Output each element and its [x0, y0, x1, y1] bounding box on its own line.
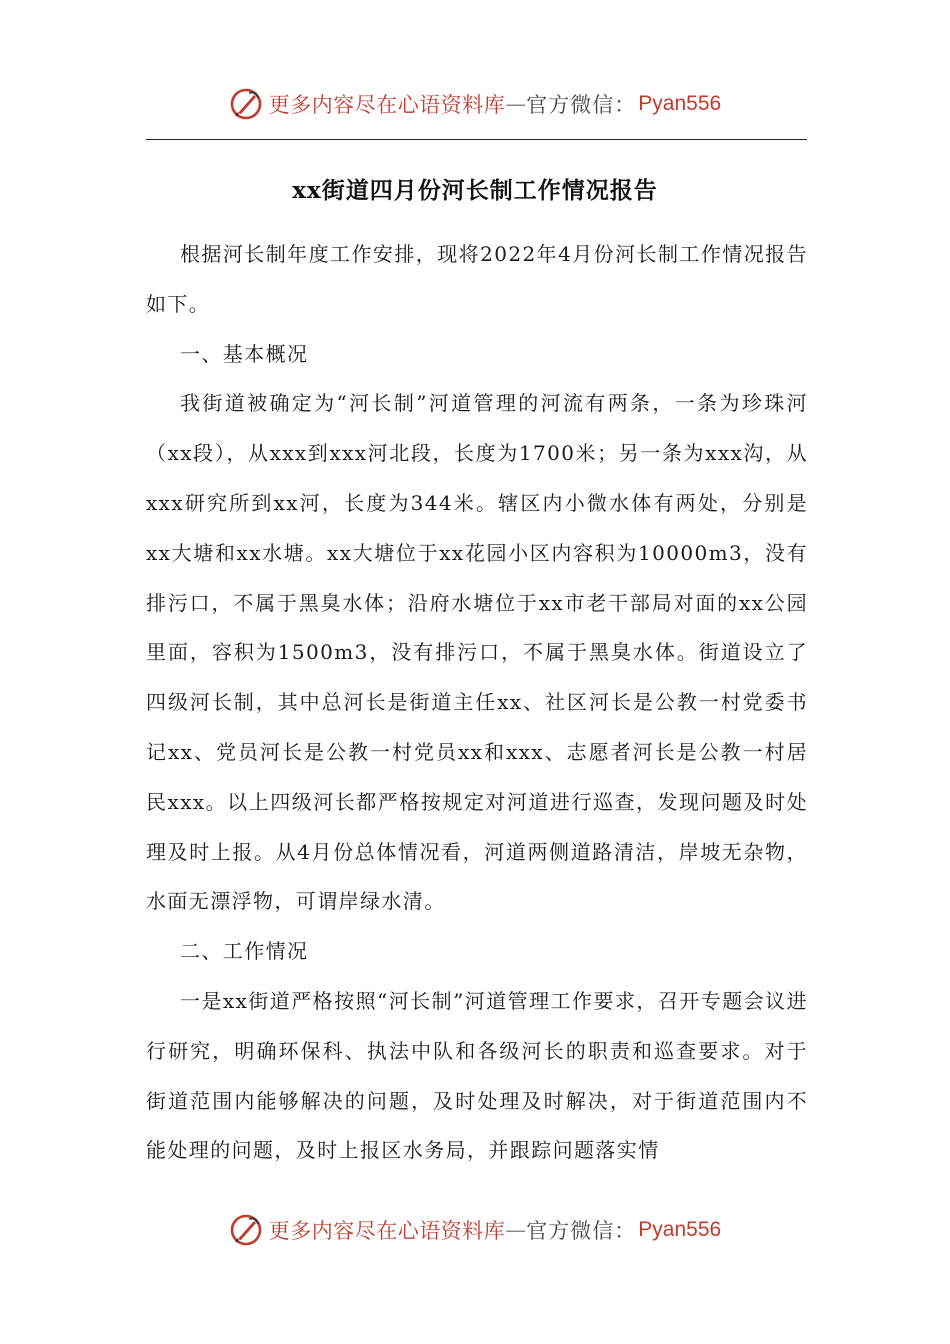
banner-wechat-id: Pyan556: [638, 1218, 722, 1241]
banner-dash: —: [505, 92, 527, 116]
paragraph-overview: 我街道被确定为“河长制”河道管理的河流有两条，一条为珍珠河（xx段），从xxx到xxx河北段，长度为1700米；另一条为xxx沟，从xxx研究所到xx河，长度为344米。辖区内小微水体有两处，分别是xx大塘和xx水塘。xx大塘位于xx花园小区内容积为10000m3，没有排污口，不属于黑臭水体；沿府水塘位于xx市老干部局对面的xx公园里面，容积为1500m3，没有排污口，不属于黑臭水体。街道设立了四级河长制，其中总河长是街道主任xx、社区河长是公教一村党委书记xx、党员河长是公教一村党员xx和xxx、志愿者河长是公教一村居民xxx。以上四级河长都严格按规定对河道进行巡查，发现问题及时处理及时上报。从4月份总体情况看，河道两侧道路清洁，岸坡无杂物，水面无漂浮物，可谓岸绿水清。: [146, 391, 808, 914]
quill-logo-icon: [229, 87, 263, 121]
section-heading-overview: 一、基本概况: [180, 341, 309, 366]
banner-dash: —: [505, 1218, 527, 1242]
banner-wechat-label: 官方微信：: [526, 1219, 637, 1243]
banner-wechat-label: 官方微信：: [526, 93, 637, 117]
section-heading-work: 二、工作情况: [180, 939, 309, 964]
header-banner: [0, 82, 950, 126]
header-rule: [146, 139, 807, 140]
footer-banner: [0, 1208, 950, 1252]
paragraph-work: 一是xx街道严格按照“河长制”河道管理工作要求，召开专题会议进行研究，明确环保科、执法中队和各级河长的职责和巡查要求。对于街道范围内能够解决的问题，及时处理及时解决，对于街道范围内不能处理的问题，及时上报区水务局，并跟踪问题落实情: [146, 988, 808, 1163]
paragraph-intro: 根据河长制年度工作安排，现将2022年4月份河长制工作情况报告如下。: [146, 242, 808, 316]
banner-wechat-id: Pyan556: [638, 92, 722, 115]
banner-text: 更多内容尽在心语资料库: [268, 93, 506, 117]
quill-logo-icon: [229, 1213, 263, 1247]
document-body: [146, 230, 808, 1176]
banner-text: 更多内容尽在心语资料库: [268, 1219, 506, 1243]
document-title: xx街道四月份河长制工作情况报告: [292, 177, 658, 204]
